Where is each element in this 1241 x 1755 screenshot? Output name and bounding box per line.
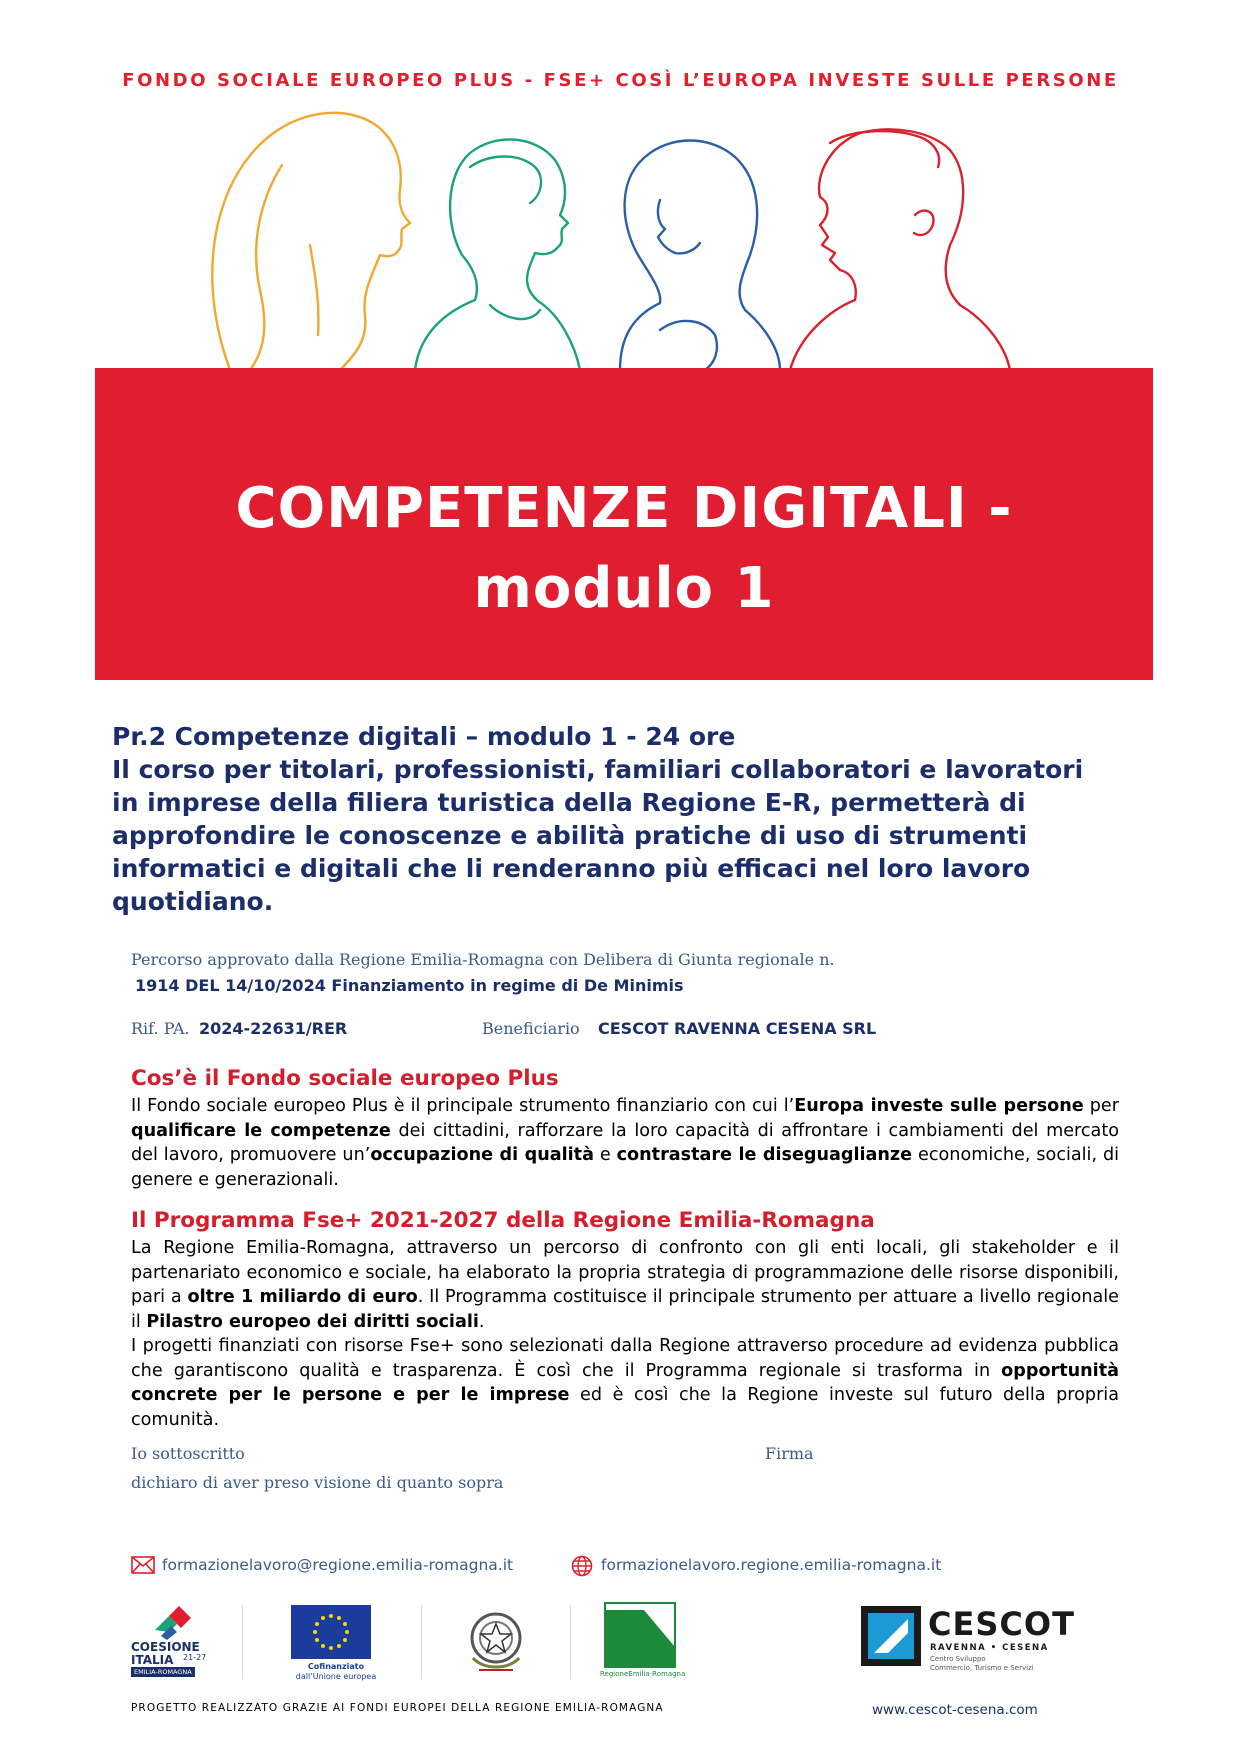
eu-line2: dall’Unione europea <box>295 1672 377 1681</box>
red-person-outline <box>790 129 1010 370</box>
orange-neck-line <box>310 245 318 335</box>
people-illustration <box>190 105 1050 370</box>
eu-cofinanced-logo <box>291 1605 391 1681</box>
s2-bold-1: oltre 1 miliardo di euro <box>187 1287 418 1307</box>
website-link[interactable]: formazionelavoro.regione.emilia-romagna.it <box>601 1556 942 1574</box>
section2-heading: Il Programma Fse+ 2021-2027 della Regione Emilia-Romagna <box>131 1208 875 1233</box>
regione-emilia-romagna-logo <box>600 1602 686 1682</box>
cescot-logo <box>860 1605 1075 1677</box>
s2-bold-3: opportunità concrete per le persone e per le imprese <box>131 1360 1119 1405</box>
regione-mark-icon <box>604 1602 676 1668</box>
title-box <box>95 368 1153 680</box>
s1-bold-1: Europa investe sulle persone <box>794 1096 1084 1116</box>
cescot-desc-2: Commercio, Turismo e Servizi <box>930 1664 1034 1672</box>
s1-text-5: economiche, sociali, di genere e generazionali. <box>131 1145 1120 1190</box>
section1-heading: Cos’è il Fondo sociale europeo Plus <box>131 1066 559 1091</box>
blue-face-line <box>658 200 700 253</box>
approval-detail: 1914 DEL 14/10/2024 Finanziamento in regime di De Minimis <box>135 976 684 995</box>
intro-line-6: quotidiano. <box>112 887 274 916</box>
italian-republic-emblem-icon <box>461 1600 531 1680</box>
s1-text-1: Il Fondo sociale europeo Plus è il principale strumento finanziario con cui l’ <box>131 1096 795 1116</box>
teal-neck-line <box>490 305 540 319</box>
s2-text-3: . <box>478 1311 485 1332</box>
cescot-sub: RAVENNA • CESENA <box>930 1643 1049 1653</box>
course-intro <box>112 720 1132 918</box>
beneficiario-label: Beneficiario <box>482 1019 580 1038</box>
globe-icon <box>571 1555 593 1577</box>
signature-line-1: Io sottoscritto <box>131 1444 245 1463</box>
s2-bold-2: Pilastro europeo dei diritti sociali <box>146 1311 479 1332</box>
coesione-region: EMILIA-ROMAGNA <box>131 1667 195 1677</box>
title-line-2: modulo 1 <box>473 556 775 621</box>
regione-label: RegioneEmilia-Romagna <box>600 1670 686 1678</box>
s2-text-2: . Il Programma costituisce il principale strumento per attuare a livello regionale il <box>131 1287 1119 1332</box>
s1-bold-3: occupazione di qualità <box>370 1145 594 1165</box>
s2-text-5: ed è così che la Regione investe sul futuro della propria comunità. <box>131 1385 1119 1430</box>
eu-line1: Cofinanziato <box>307 1662 365 1671</box>
project-note: PROGETTO REALIZZATO GRAZIE AI FONDI EUROPEI DELLA REGIONE EMILIA-ROMAGNA <box>131 1702 664 1714</box>
eu-flag-icon <box>291 1605 371 1659</box>
coesione-mark-icon <box>147 1600 197 1640</box>
teal-hair-line <box>470 157 541 204</box>
orange-hair-strand <box>250 165 282 370</box>
coesione-years: 21-27 <box>183 1653 207 1662</box>
s1-text-3: dei cittadini, rafforzare la loro capacità di affrontare i cambiamenti del mercato del lavoro, promuovere un’ <box>131 1120 1120 1165</box>
header-banner: FONDO SOCIALE EUROPEO PLUS - FSE+ COSÌ L’EUROPA INVESTE SULLE PERSONE <box>122 70 1119 91</box>
cescot-desc-1: Centro Sviluppo <box>930 1655 986 1663</box>
s1-bold-2: qualificare le competenze <box>131 1120 391 1141</box>
rif-value: 2024-22631/RER <box>199 1019 348 1038</box>
mail-icon <box>131 1556 155 1574</box>
cescot-mark-icon <box>860 1605 922 1667</box>
s2-text-1: La Regione Emilia-Romagna, attraverso un percorso di confronto con gli enti locali, gli stakeholder e il partenariato economico e sociale, ha elaborato la propria strategia di programmazione delle risorse disponibili, pari a <box>131 1238 1119 1307</box>
logo-divider-2 <box>421 1605 422 1679</box>
coesione-line1: COESIONE <box>131 1640 200 1654</box>
red-ear-line <box>914 211 934 235</box>
intro-line-5: informatici e digitali che li renderanno più efficaci nel loro lavoro <box>112 854 1031 883</box>
red-hair-line <box>830 131 939 167</box>
coesione-italia-logo <box>131 1600 211 1678</box>
blue-person-outline <box>620 141 780 371</box>
title-line-1: COMPETENZE DIGITALI - <box>235 476 1013 541</box>
section1-paragraph <box>131 1094 1119 1192</box>
email-link[interactable]: formazionelavoro@regione.emilia-romagna.it <box>162 1556 514 1574</box>
blue-hand-line <box>660 321 717 370</box>
teal-person-outline <box>415 139 580 370</box>
beneficiario-value: CESCOT RAVENNA CESENA SRL <box>598 1019 877 1038</box>
intro-line-3: in imprese della filiera turistica della Regione E-R, permetterà di <box>112 788 1026 817</box>
s1-text-2: per <box>1089 1096 1119 1116</box>
coesione-line2: ITALIA <box>131 1653 174 1667</box>
logo-divider-1 <box>242 1605 243 1679</box>
logo-divider-3 <box>570 1605 571 1679</box>
approval-text: Percorso approvato dalla Regione Emilia-Romagna con Delibera di Giunta regionale n. <box>131 950 835 969</box>
rif-label: Rif. PA. <box>131 1019 190 1038</box>
orange-person-outline <box>212 113 410 370</box>
section2-paragraph <box>131 1236 1119 1432</box>
s2-text-4: I progetti finanziati con risorse Fse+ sono selezionati dalla Regione attraverso procedure ad evidenza pubblica che garantiscono qualità e trasparenza. È così che il Programma regionale si trasforma in <box>131 1336 1119 1381</box>
intro-line-4: approfondire le conoscenze e abilità pratiche di uso di strumenti <box>112 821 1028 850</box>
cescot-website-link[interactable]: www.cescot-cesena.com <box>872 1702 1038 1718</box>
s1-text-4: e <box>593 1145 617 1165</box>
signature-line-2: dichiaro di aver preso visione di quanto sopra <box>131 1473 504 1492</box>
intro-line-1: Pr.2 Competenze digitali – modulo 1 - 24 ore <box>112 722 736 751</box>
cescot-name: CESCOT <box>928 1605 1075 1643</box>
firma-label: Firma <box>765 1444 814 1463</box>
intro-line-2: Il corso per titolari, professionisti, familiari collaboratori e lavoratori <box>112 755 1084 784</box>
s1-bold-4: contrastare le diseguaglianze <box>616 1145 913 1165</box>
